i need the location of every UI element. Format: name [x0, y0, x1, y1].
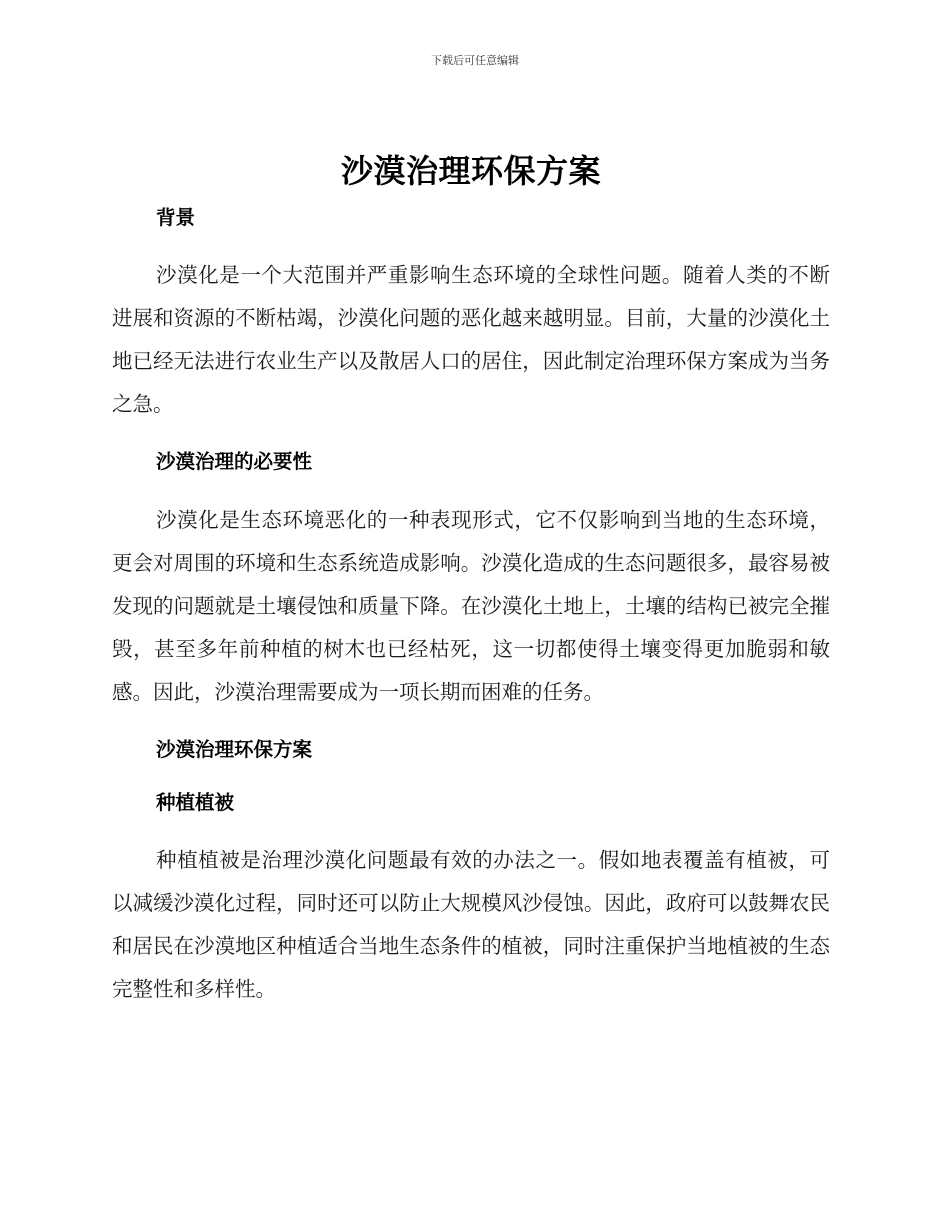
page-header-note: 下载后可任意编辑 [431, 54, 519, 67]
section-heading-background: 背景 [156, 206, 196, 229]
document-body [112, 148, 830, 1011]
document-title: 沙漠治理环保方案 [340, 152, 601, 190]
paragraph-necessity: 沙漠化是生态环境恶化的一种表现形式，它不仅影响到当地的生态环境，更会对周围的环境和生态系统造成影响。沙漠化造成的生态问题很多，最容易被发现的问题就是土壤侵蚀和质量下降。在沙漠化土地上，土壤的结构已被完全摧毁，甚至多年前种植的树木也已经枯死，这一切都使得土壤变得更加脆弱和敏感。因此，沙漠治理需要成为一项长期而困难的任务。 [112, 508, 830, 704]
paragraph-planting: 种植植被是治理沙漠化问题最有效的办法之一。假如地表覆盖有植被，可以减缓沙漠化过程，同时还可以防止大规模风沙侵蚀。因此，政府可以鼓舞农民和居民在沙漠地区种植适合当地生态条件的植被，同时注重保护当地植被的生态完整性和多样性。 [112, 848, 830, 1001]
section-heading-plan: 沙漠治理环保方案 [156, 738, 313, 761]
section-heading-necessity: 沙漠治理的必要性 [156, 450, 313, 473]
paragraph-background: 沙漠化是一个大范围并严重影响生态环境的全球性问题。随着人类的不断进展和资源的不断枯竭，沙漠化问题的恶化越来越明显。目前，大量的沙漠化土地已经无法进行农业生产以及散居人口的居住，因此制定治理环保方案成为当务之急。 [112, 263, 830, 416]
section-heading-planting: 种植植被 [156, 791, 235, 814]
